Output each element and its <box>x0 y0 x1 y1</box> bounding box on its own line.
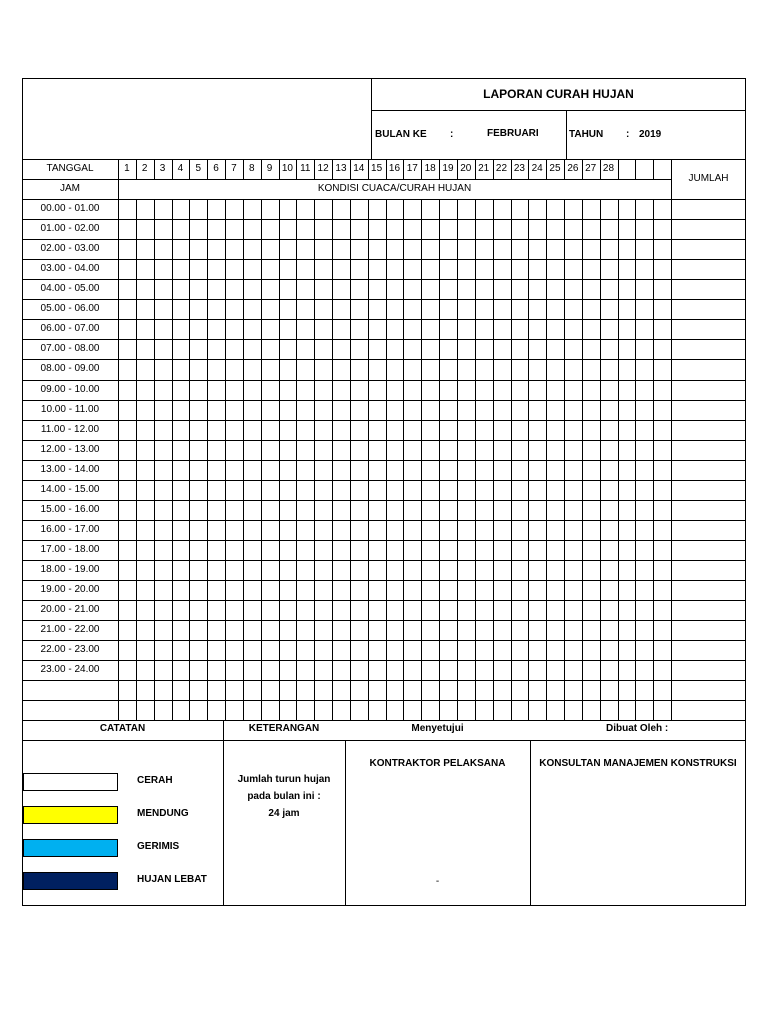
grid-line <box>635 159 636 179</box>
day-header: 27 <box>585 163 597 174</box>
grid-line <box>22 259 746 260</box>
tanggal-label: TANGGAL <box>46 163 94 174</box>
day-header: 21 <box>478 163 490 174</box>
bulan-label: BULAN KE <box>375 129 427 140</box>
grid-line <box>528 199 529 720</box>
grid-line <box>22 299 746 300</box>
day-header: 22 <box>495 163 508 174</box>
day-header: 14 <box>353 163 365 174</box>
hour-label: 16.00 - 17.00 <box>40 523 100 535</box>
grid-line <box>22 359 746 360</box>
title-underline <box>371 110 746 111</box>
grid-line <box>564 199 565 720</box>
grid-line <box>22 520 746 521</box>
grid-line <box>350 199 351 720</box>
hour-label: 11.00 - 12.00 <box>40 423 100 435</box>
grid-line <box>22 560 746 561</box>
grid-line <box>403 199 404 720</box>
grid-line <box>189 199 190 720</box>
hour-label: 07.00 - 08.00 <box>40 343 100 355</box>
hour-label: 02.00 - 03.00 <box>40 243 100 255</box>
hour-label: 12.00 - 13.00 <box>40 443 100 455</box>
grid-line <box>118 159 119 720</box>
grid-line <box>332 199 333 720</box>
kontraktor-signature: - <box>435 876 440 887</box>
day-header: 10 <box>281 163 293 174</box>
grid-line <box>22 500 746 501</box>
day-header: 9 <box>266 163 273 174</box>
hour-label: 13.00 - 14.00 <box>40 463 100 475</box>
hour-label: 10.00 - 11.00 <box>40 403 100 415</box>
hour-label: 04.00 - 05.00 <box>40 283 100 295</box>
keterangan-label: KETERANGAN <box>248 723 320 734</box>
day-header: 26 <box>567 163 579 174</box>
jumlah-label: JUMLAH <box>688 173 729 184</box>
cerah-swatch <box>23 773 118 791</box>
hour-label: 03.00 - 04.00 <box>40 263 100 275</box>
konsultan-label: KONSULTAN MANAJEMEN KONSTRUKSI <box>539 758 737 769</box>
gerimis-swatch <box>23 839 118 857</box>
dibuat-label: Dibuat Oleh : <box>606 723 669 734</box>
grid-line <box>136 199 137 720</box>
grid-line <box>22 199 746 200</box>
grid-line <box>22 540 746 541</box>
tahun-colon: : <box>626 129 630 140</box>
day-header: 4 <box>177 163 184 174</box>
hour-label: 19.00 - 20.00 <box>40 583 100 595</box>
grid-line <box>22 319 746 320</box>
day-header: 23 <box>513 163 525 174</box>
grid-line <box>22 420 746 421</box>
day-header: 13 <box>335 163 347 174</box>
hour-label: 23.00 - 24.00 <box>40 664 100 676</box>
cerah-label: CERAH <box>137 775 173 786</box>
hour-label: 08.00 - 09.00 <box>40 363 100 375</box>
grid-line <box>22 700 746 701</box>
grid-line <box>22 680 746 681</box>
hour-label: 00.00 - 01.00 <box>40 203 100 214</box>
grid-line <box>546 199 547 720</box>
grid-line <box>618 159 619 179</box>
hour-label: 09.00 - 10.00 <box>40 383 100 395</box>
grid-line <box>653 159 654 179</box>
grid-line <box>368 199 369 720</box>
hour-label: 05.00 - 06.00 <box>40 303 100 315</box>
grid-line <box>22 219 746 220</box>
day-header: 17 <box>406 163 418 174</box>
mendung-swatch <box>23 806 118 824</box>
grid-line <box>22 580 746 581</box>
report-title: LAPORAN CURAH HUJAN <box>483 87 634 101</box>
keterangan-line-2: pada bulan ini : <box>247 791 321 802</box>
day-header: 28 <box>602 163 615 174</box>
bulan-value: FEBRUARI <box>487 128 539 139</box>
day-header: 20 <box>460 163 472 174</box>
rain-report-sheet <box>22 78 746 906</box>
grid-line <box>22 660 746 661</box>
grid-line <box>172 199 173 720</box>
grid-line <box>22 279 746 280</box>
jam-label: JAM <box>60 183 80 194</box>
keterangan-line-1: Jumlah turun hujan <box>237 774 331 785</box>
kondisi-label: KONDISI CUACA/CURAH HUJAN <box>317 183 472 194</box>
day-header: 24 <box>531 163 543 174</box>
grid-line <box>22 380 746 381</box>
grid-line <box>22 480 746 481</box>
tahun-label: TAHUN <box>569 129 604 140</box>
grid-line <box>22 640 746 641</box>
hour-label: 22.00 - 23.00 <box>40 644 100 656</box>
hujan-lebat-label: HUJAN LEBAT <box>137 874 207 885</box>
day-header: 5 <box>195 163 202 174</box>
day-header: 25 <box>549 163 561 174</box>
grid-line <box>582 199 583 720</box>
day-header: 18 <box>424 163 436 174</box>
grid-line <box>261 199 262 720</box>
footer-top-line <box>22 720 746 721</box>
day-header: 16 <box>388 163 401 174</box>
grid-line <box>439 199 440 720</box>
grid-line <box>22 400 746 401</box>
grid-line <box>22 460 746 461</box>
day-header: 15 <box>371 163 383 174</box>
hour-label: 20.00 - 21.00 <box>40 604 100 615</box>
outer-border <box>22 78 746 906</box>
grid-line <box>511 199 512 720</box>
grid-line <box>22 239 746 240</box>
hour-label: 18.00 - 19.00 <box>40 563 100 575</box>
hour-label: 21.00 - 22.00 <box>40 624 100 635</box>
grid-line <box>296 199 297 720</box>
grid-line <box>653 199 654 720</box>
grid-line <box>493 199 494 720</box>
grid-line <box>421 199 422 720</box>
grid-line <box>22 600 746 601</box>
grid-line <box>207 199 208 720</box>
hujan-lebat-swatch <box>23 872 118 890</box>
day-header: 19 <box>442 163 454 174</box>
day-header: 6 <box>213 163 219 174</box>
day-header: 3 <box>159 163 166 174</box>
grid-line <box>22 440 746 441</box>
hour-label: 14.00 - 15.00 <box>40 483 100 495</box>
day-header: 11 <box>300 163 311 174</box>
grid-line <box>154 199 155 720</box>
grid-line <box>475 199 476 720</box>
tahun-value: 2019 <box>639 129 662 140</box>
grid-line <box>600 199 601 720</box>
catatan-label: CATATAN <box>99 723 146 734</box>
grid-line <box>22 339 746 340</box>
grid-line <box>386 199 387 720</box>
grid-line <box>279 199 280 720</box>
grid-line <box>243 199 244 720</box>
hour-label: 06.00 - 07.00 <box>40 323 100 335</box>
grid-line <box>314 199 315 720</box>
day-header: 7 <box>231 163 237 174</box>
grid-line <box>457 199 458 720</box>
grid-line <box>22 179 671 180</box>
grid-line <box>618 199 619 720</box>
day-header: 1 <box>124 163 130 174</box>
gerimis-label: GERIMIS <box>137 841 180 852</box>
tahun-divider <box>566 110 567 159</box>
grid-line <box>22 620 746 621</box>
footer-header-line <box>22 740 746 741</box>
menyetujui-label: Menyetujui <box>411 723 464 734</box>
header-bottom-line <box>22 159 746 160</box>
kontraktor-label: KONTRAKTOR PELAKSANA <box>369 758 506 769</box>
day-header: 2 <box>141 163 148 174</box>
keterangan-line-3: 24 jam <box>268 808 300 819</box>
day-header: 8 <box>249 163 255 174</box>
grid-line <box>635 199 636 720</box>
hour-label: 15.00 - 16.00 <box>40 503 100 515</box>
mendung-label: MENDUNG <box>137 808 189 819</box>
grid-line <box>671 159 672 720</box>
hour-label: 17.00 - 18.00 <box>40 543 100 555</box>
day-header: 12 <box>317 163 329 174</box>
hour-label: 01.00 - 02.00 <box>40 223 100 235</box>
grid-line <box>225 199 226 720</box>
bulan-colon: : <box>450 129 454 140</box>
